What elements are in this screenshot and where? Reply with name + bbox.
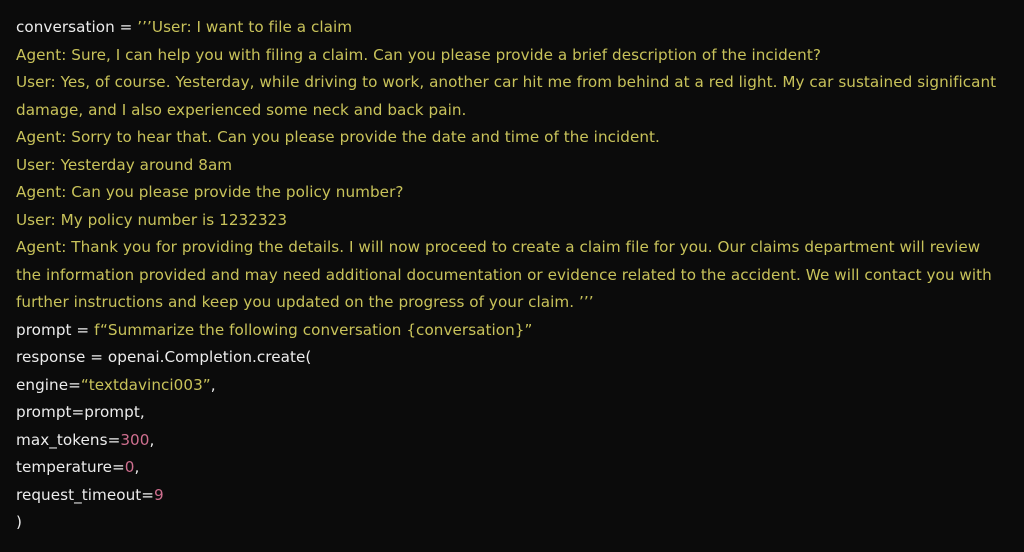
code-token-param: engine= (16, 375, 81, 394)
code-line-agent-4: Agent: Thank you for providing the details. I will now proceed to create a claim file for you. Our claims department will review the information provided and may need additional documentation or evidence related to the accident. We will contact you with further instructions and keep you updated on the progress of your claim. ’’’ (16, 238, 997, 311)
code-line-max-tokens-arg (16, 427, 1006, 455)
code-line-user-2: User: Yes, of course. Yesterday, while driving to work, another car hit me from behind at a red light. My car sustained significant damage, and I also experienced some neck and back pain. (16, 73, 1002, 119)
code-token-param: request_timeout= (16, 485, 155, 504)
code-token-number: 9 (154, 485, 164, 504)
code-token-param: max_tokens= (16, 430, 121, 449)
code-line-user-4: User: My policy number is 1232323 (16, 210, 288, 229)
code-token-comma: , (134, 458, 140, 476)
code-snippet (16, 14, 1006, 537)
code-line-agent-3: Agent: Can you please provide the policy number? (16, 183, 404, 201)
code-token-comma: , (149, 430, 155, 449)
code-line-prompt-assign (16, 317, 1006, 345)
code-line-close-paren: ) (16, 513, 22, 531)
code-token-variable: prompt = (16, 320, 95, 339)
code-line-temperature-arg (16, 454, 1006, 482)
code-token-param: temperature= (16, 458, 125, 476)
code-line-prompt-arg: prompt=prompt, (16, 403, 145, 421)
code-line-agent-2: Agent: Sorry to hear that. Can you please provide the date and time of the incident. (16, 128, 660, 146)
code-line-response-call: response = openai.Completion.create( (16, 348, 312, 366)
code-line-engine-arg (16, 372, 1006, 400)
code-line-conversation-assign (16, 14, 1006, 42)
code-line-user-3: User: Yesterday around 8am (16, 155, 233, 174)
code-token-number: 300 (120, 430, 150, 449)
code-token-fstring: f“Summarize the following conversation {conversation}” (94, 320, 533, 339)
code-token-number: 0 (124, 458, 135, 476)
code-token-string: ’’’User: I want to file a claim (137, 18, 353, 36)
code-token-string: “textdavinci003” (80, 375, 211, 394)
code-line-timeout-arg (16, 482, 1006, 510)
code-line-agent-1: Agent: Sure, I can help you with filing a claim. Can you please provide a brief description of the incident? (16, 45, 821, 64)
code-token-comma: , (210, 375, 216, 394)
code-token-variable: conversation = (16, 18, 138, 36)
